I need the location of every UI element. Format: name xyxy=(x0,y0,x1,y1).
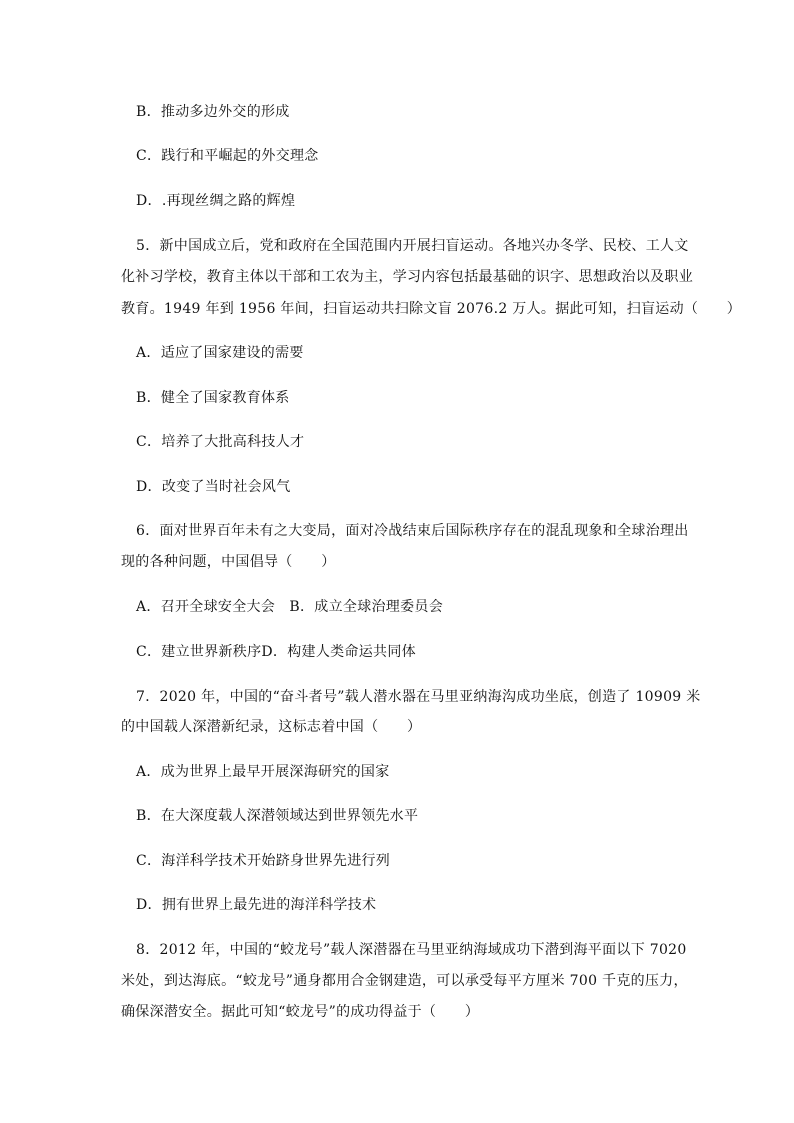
q8-stem-line-1: 8．2012 年，中国的“蛟龙号”载人深潜器在马里亚纳海域成功下潜到海平面以下 7020 xyxy=(136,942,687,958)
q5-stem-line-1: 5．新中国成立后，党和政府在全国范围内开展扫盲运动。各地兴办冬学、民校、工人文 xyxy=(136,238,689,254)
q6-stem-line-2: 现的各种问题，中国倡导（ ） xyxy=(121,554,336,570)
q8-stem-line-3: 确保深潜安全。据此可知“蛟龙号”的成功得益于（ ） xyxy=(121,1004,480,1020)
q5-option-c: C．培养了大批高科技人才 xyxy=(136,434,305,450)
q5-option-b: B．健全了国家教育体系 xyxy=(136,390,290,406)
q7-stem-line-1: 7．2020 年，中国的“奋斗者号”载人潜水器在马里亚纳海沟成功坐底，创造了 10909 米 xyxy=(136,689,701,705)
q7-option-c: C．海洋科学技术开始跻身世界先进行列 xyxy=(136,853,391,869)
q7-stem-line-2: 的中国载人深潜新纪录，这标志着中国（ ） xyxy=(121,719,422,735)
q5-stem-line-3: 教育。1949 年到 1956 年间，扫盲运动共扫除文盲 2076.2 万人。据此可知，扫盲运动（ ） xyxy=(121,301,742,317)
q6-options-cd: C．建立世界新秩序D．构建人类命运共同体 xyxy=(136,644,416,660)
q7-option-a: A．成为世界上最早开展深海研究的国家 xyxy=(136,764,390,780)
q7-option-d: D．拥有世界上最先进的海洋科学技术 xyxy=(136,897,377,913)
q4-option-c: C．践行和平崛起的外交理念 xyxy=(136,148,319,164)
q4-option-b: B．推动多边外交的形成 xyxy=(136,104,290,120)
q6-options-ab: A．召开全球安全大会 B．成立全球治理委员会 xyxy=(136,599,443,615)
q8-stem-line-2: 米处，到达海底。“蛟龙号”通身都用合金钢建造，可以承受每平方厘米 700 千克的压力， xyxy=(121,973,688,989)
q5-option-a: A．适应了国家建设的需要 xyxy=(136,345,304,361)
q5-stem-line-2: 化补习学校，教育主体以干部和工农为主，学习内容包括最基础的识字、思想政治以及职业 xyxy=(121,269,693,285)
q4-option-d: D．.再现丝绸之路的辉煌 xyxy=(136,193,296,209)
q7-option-b: B．在大深度载人深潜领域达到世界领先水平 xyxy=(136,808,419,824)
q5-option-d: D．改变了当时社会风气 xyxy=(136,479,291,495)
q6-stem-line-1: 6．面对世界百年未有之大变局，面对冷战结束后国际秩序存在的混乱现象和全球治理出 xyxy=(136,523,689,539)
